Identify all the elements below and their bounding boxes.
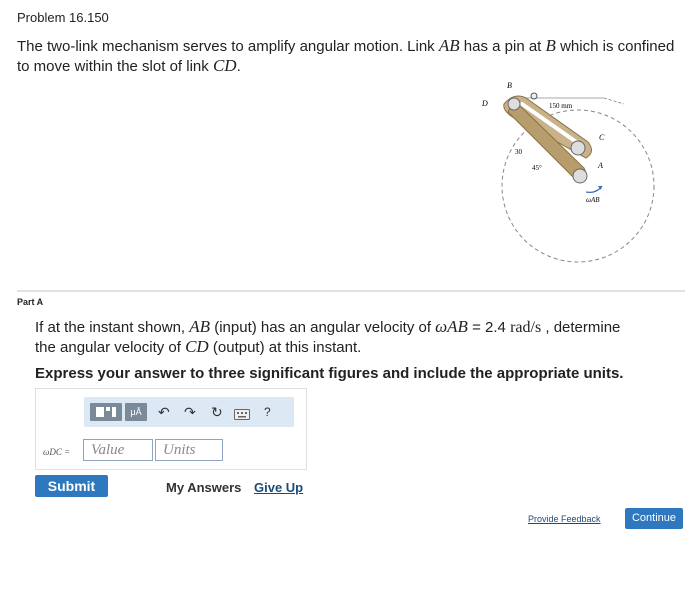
problem-text-part: . xyxy=(236,58,241,75)
omega-ab-label: ωAB xyxy=(586,196,600,204)
provide-feedback-link[interactable]: Provide Feedback xyxy=(528,514,601,524)
question-part: (input) has an angular velocity of xyxy=(210,319,436,336)
undo-icon[interactable]: ↶ xyxy=(158,404,170,420)
problem-title: Problem 16.150 xyxy=(17,10,109,25)
answer-box xyxy=(35,388,307,470)
value-input[interactable]: Value xyxy=(83,439,153,461)
keyboard-icon xyxy=(234,409,250,420)
pin-c xyxy=(571,141,585,155)
my-answers-label: My Answers xyxy=(166,480,242,495)
question-part: (output) at this instant. xyxy=(208,339,362,356)
math-b: B xyxy=(545,36,556,55)
dimension-label: 150 mm xyxy=(549,102,573,110)
symbols-button[interactable]: μÅ xyxy=(125,403,147,421)
templates-icon xyxy=(90,403,122,421)
math-cd: CD xyxy=(185,337,209,356)
mechanism-figure xyxy=(474,76,686,266)
units-input[interactable]: Units xyxy=(155,439,223,461)
keyboard-button[interactable] xyxy=(234,406,250,424)
path-circle xyxy=(502,110,654,262)
math-toolbar xyxy=(84,397,294,427)
submit-button[interactable]: Submit xyxy=(35,475,108,497)
question-part: = 2.4 xyxy=(467,319,511,336)
problem-text-part: has a pin at xyxy=(459,38,546,55)
part-label: Part A xyxy=(17,297,44,307)
angle-30-label: 30 xyxy=(515,148,522,156)
instruction: Express your answer to three significant figures and include the appropriate units. xyxy=(35,365,624,382)
pin-d xyxy=(508,98,520,110)
give-up-link[interactable]: Give Up xyxy=(254,480,304,495)
math-units: rad/s xyxy=(510,319,542,336)
redo-icon[interactable]: ↷ xyxy=(184,404,196,420)
label-b: B xyxy=(507,81,512,90)
divider xyxy=(17,290,685,292)
problem-text-part: which is confined to move within the slot of link xyxy=(17,38,675,75)
question-part: If at the instant shown, xyxy=(35,319,190,336)
templates-button[interactable] xyxy=(90,403,122,421)
math-omega-ab: ωAB xyxy=(435,317,468,336)
question-part: the angular velocity of xyxy=(35,339,186,356)
question-part: , determine xyxy=(541,319,621,336)
label-d: D xyxy=(482,99,488,108)
label-a: A xyxy=(598,161,603,170)
reset-icon[interactable]: ↻ xyxy=(211,404,223,420)
help-icon[interactable]: ? xyxy=(264,405,271,419)
continue-button[interactable]: Continue xyxy=(625,508,683,529)
problem-text-part: The two-link mechanism serves to amplify angular motion. Link xyxy=(17,38,439,55)
answer-label: ωDC = xyxy=(43,447,71,457)
question-text xyxy=(35,317,685,357)
pin-b xyxy=(531,93,537,99)
label-c: C xyxy=(599,133,605,142)
math-cd: CD xyxy=(212,56,237,75)
math-ab: AB xyxy=(189,317,211,336)
angle-45-label: 45° xyxy=(532,164,542,172)
pin-a xyxy=(573,169,587,183)
math-ab: AB xyxy=(438,36,460,55)
dimension-line xyxy=(604,98,624,104)
problem-statement xyxy=(17,36,677,76)
